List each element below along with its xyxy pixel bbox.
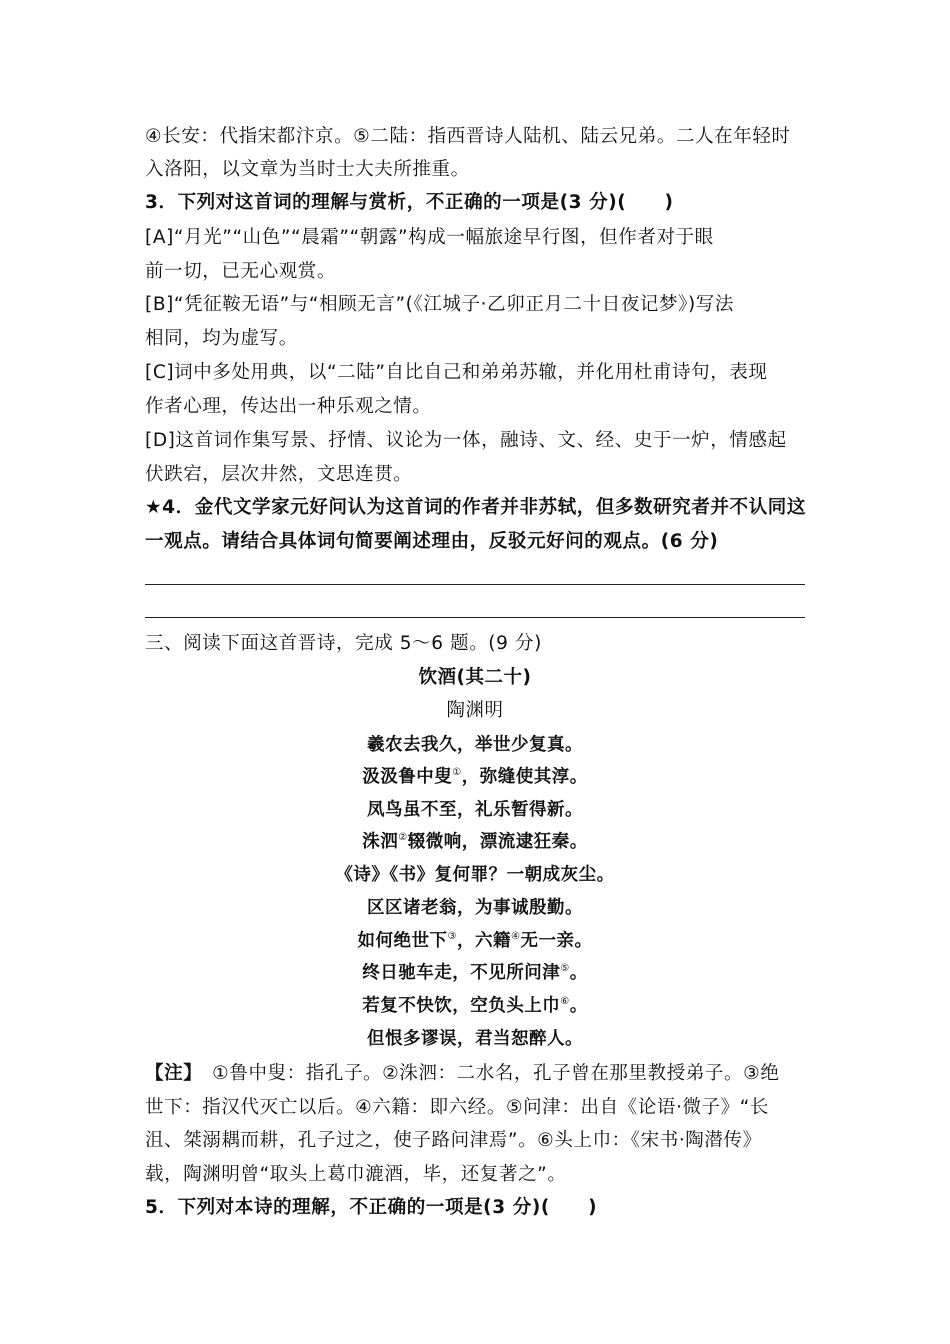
footnote-marker: ③ (447, 931, 457, 942)
answer-line (145, 584, 805, 585)
note-line: 入洛阳，以文章为当时士大夫所推重。 (145, 159, 470, 180)
question-4-stem-cont: 一观点。请结合具体词句简要阐述理由，反驳元好问的观点。(6 分) (145, 531, 719, 552)
question-4-stem: ★4．金代文学家元好问认为这首词的作者并非苏轼，但多数研究者并不认同这 (145, 497, 806, 518)
poem-line: 《诗》《书》复何罪？一朝成灰尘。 (335, 865, 615, 885)
option-c-cont: 作者心理，传达出一种乐观之情。 (145, 396, 432, 417)
notes-line: 载，陶渊明曾“取头上葛巾漉酒，毕，还复著之”。 (145, 1164, 567, 1185)
note-line: ④长安：代指宋都汴京。⑤二陆：指西晋诗人陆机、陆云兄弟。二人在年轻时 (145, 126, 791, 147)
footnote-marker: ⑤ (560, 963, 570, 974)
option-b-cont: 相同，均为虚写。 (145, 328, 298, 349)
poem-author: 陶渊明 (446, 700, 504, 721)
footnote-marker: ④ (511, 931, 521, 942)
poem-line: 终日驰车走，不见所问津⑤。 (362, 963, 588, 983)
footnote-marker: ② (398, 832, 408, 843)
poem-line: 洙泗②辍微响，漂流逮狂秦。 (362, 832, 588, 852)
option-d-cont: 伏跌宕，层次井然，文思连贯。 (145, 464, 413, 485)
footnote-marker: ⑥ (560, 996, 570, 1007)
option-b: [B]“凭征鞍无语”与“相顾无言”(《江城子·乙卯正月二十日夜记梦》)写法 (145, 294, 734, 315)
poem-line: 若复不快饮，空负头上巾⑥。 (362, 996, 588, 1016)
question-3-stem: 3．下列对这首词的理解与赏析，不正确的一项是(3 分)( ) (145, 192, 674, 213)
footnote-marker: ① (452, 767, 462, 778)
section-3-heading: 三、阅读下面这首晋诗，完成 5～6 题。(9 分) (145, 633, 542, 654)
poem-line: 凤鸟虽不至，礼乐暂得新。 (367, 800, 583, 820)
poem-line: 如何绝世下③，六籍④无一亲。 (357, 931, 593, 951)
poem-line: 羲农去我久，举世少复真。 (367, 735, 583, 755)
question-5-stem: 5．下列对本诗的理解，不正确的一项是(3 分)( ) (145, 1197, 598, 1218)
notes-label: 【注】 (145, 1063, 194, 1084)
option-c: [C]词中多处用典，以“二陆”自比自己和弟弟苏辙，并化用杜甫诗句，表现 (145, 362, 768, 383)
poem-line: 汲汲鲁中叟①，弥缝使其淳。 (362, 767, 588, 787)
poem-line: 但恨多谬误，君当恕醉人。 (367, 1029, 583, 1049)
option-d: [D]这首词作集写景、抒情、议论为一体，融诗、文、经、史于一炉，情感起 (145, 430, 787, 451)
notes-line: 世下：指汉代灭亡以后。④六籍：即六经。⑤问津：出自《论语·微子》“长 (145, 1097, 770, 1118)
option-a-cont: 前一切，已无心观赏。 (145, 261, 337, 282)
notes-line: 【注】 ①鲁中叟：指孔子。②洙泗：二水名，孔子曾在那里教授弟子。③绝 (145, 1063, 780, 1084)
poem-line: 区区诸老翁，为事诚殷勤。 (367, 898, 583, 918)
poem-title: 饮酒(其二十) (418, 667, 532, 688)
option-a: [A]“月光”“山色”“晨霜”“朝露”构成一幅旅途早行图，但作者对于眼 (145, 227, 714, 248)
notes-line: 沮、桀溺耦而耕，孔子过之，使子路问津焉”。⑥头上巾：《宋书·陶潜传》 (145, 1130, 762, 1151)
answer-line (145, 617, 805, 618)
